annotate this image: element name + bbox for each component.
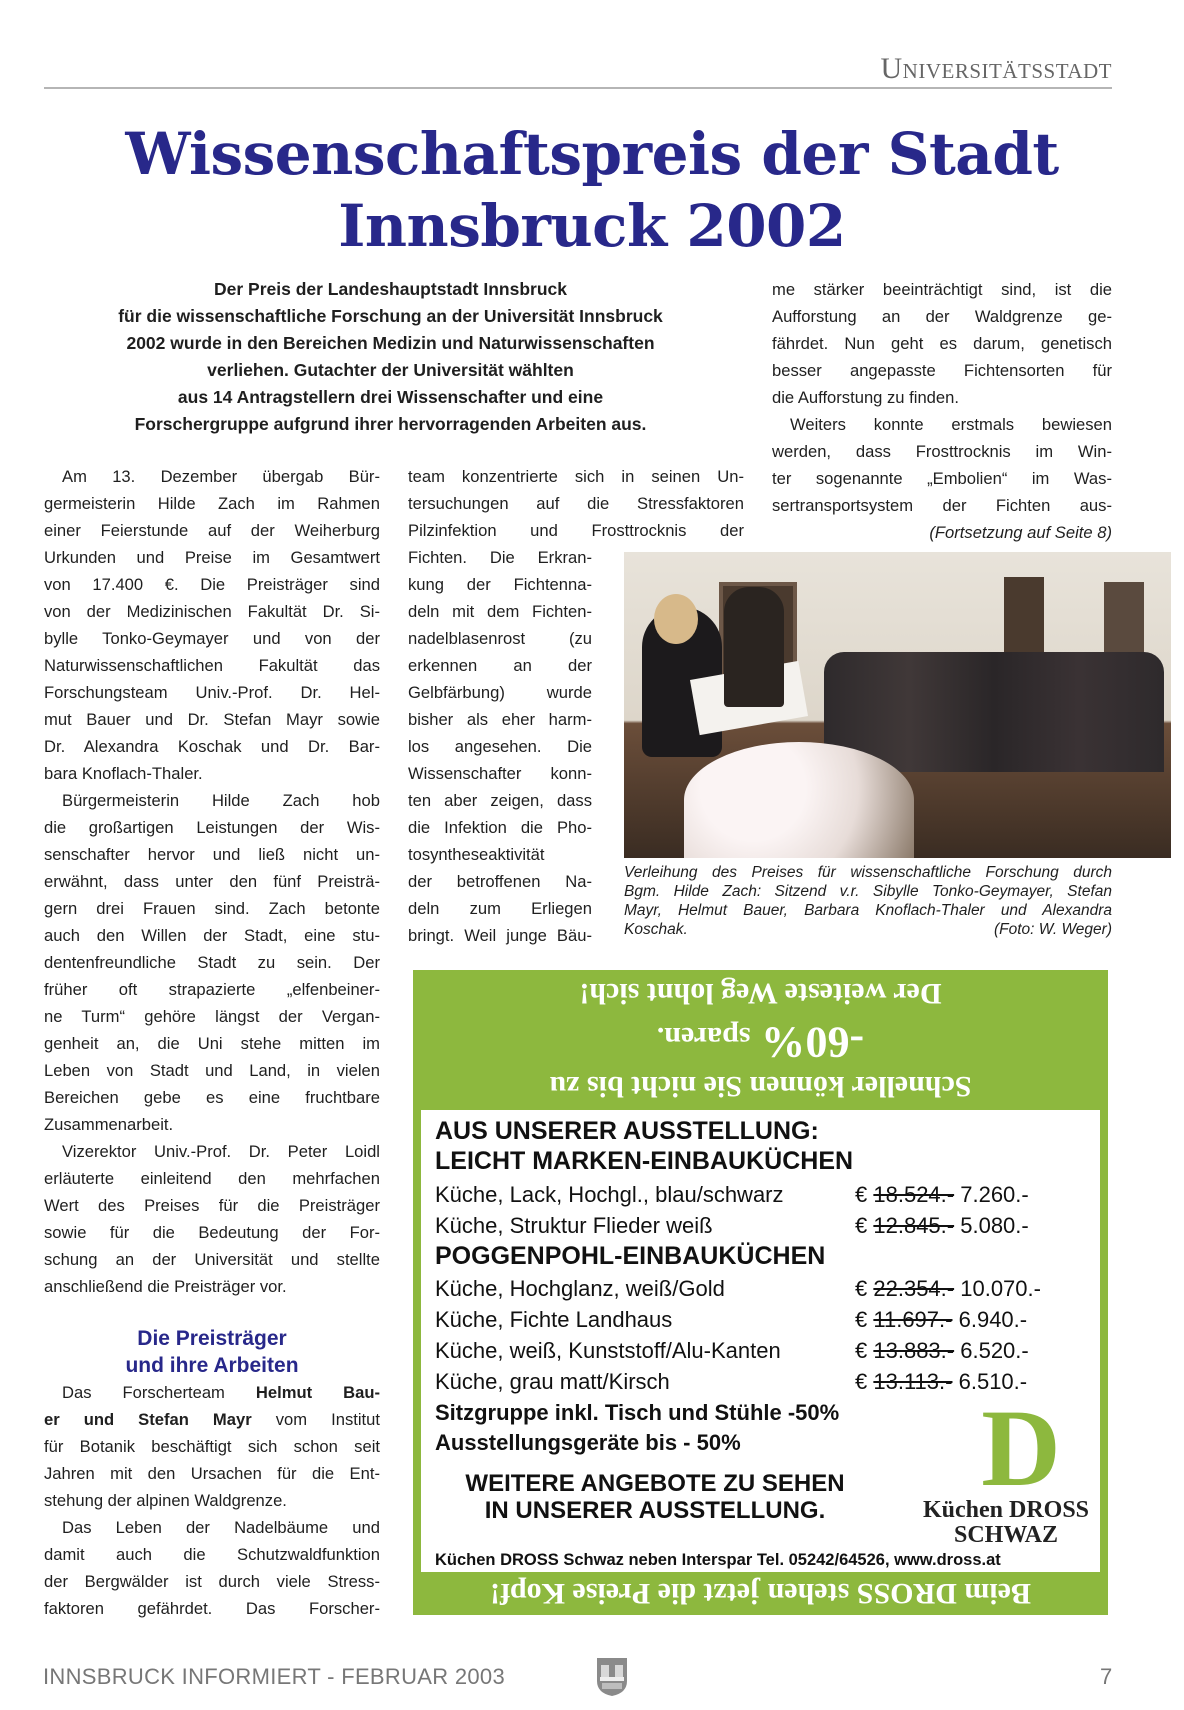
caption-line: Verleihung des Preises für wissenschaftliche Forschung durch	[624, 864, 1112, 881]
ad-slogan-line: sparen.	[656, 1021, 751, 1054]
text-line: dentenfreundliche Stadt zu sein. Der	[44, 953, 380, 972]
text-line: Jahren mit den Ursachen für die Ent-	[44, 1464, 380, 1483]
logo-line: Küchen DROSS	[922, 1497, 1090, 1523]
old-price: 12.845.-	[873, 1213, 955, 1238]
article-intro	[43, 276, 738, 438]
window	[1104, 582, 1144, 662]
old-price: 13.883.-	[873, 1338, 955, 1363]
text-line	[44, 1379, 380, 1406]
speaker-head	[654, 594, 698, 644]
text-line: los angesehen. Die	[408, 737, 592, 756]
audience	[824, 652, 1164, 772]
text-line: Dr. Alexandra Koschak und Dr. Bar-	[44, 737, 380, 756]
dross-logo-text	[911, 1498, 1101, 1548]
ad-offer: Ausstellungsgeräte bis - 50%	[435, 1430, 741, 1455]
old-price: 22.354.-	[873, 1276, 955, 1301]
text-line: Pilzinfektion und Frosttrocknis der	[408, 521, 744, 540]
photo-credit: (Foto: W. Weger)	[994, 921, 1112, 938]
subheading	[44, 1325, 380, 1379]
text-line: Leben von Stadt und Land, in vielen	[44, 1061, 380, 1080]
ad-slogan-line: Der weiteste Weg lohnt sich!	[579, 977, 942, 1010]
old-price: 11.697.-	[873, 1307, 953, 1332]
old-price: 13.113.-	[873, 1369, 953, 1394]
new-price: 10.070.-	[960, 1276, 1041, 1301]
text-line: bara Knoflach-Thaler.	[44, 764, 203, 783]
text-line: Bürgermeisterin Hilde Zach hob	[62, 791, 380, 810]
text-line: ne Turm“ gehöre längst der Vergan-	[44, 1007, 380, 1026]
text-line: kung der Fichtenna-	[408, 575, 592, 594]
ad-upside-down-tagline: Beim DROSS stehen jetzt die Preise Kopf!	[489, 1577, 1032, 1610]
text-line: deln mit dem Fichten-	[408, 602, 592, 621]
new-price: 5.080.-	[960, 1213, 1029, 1238]
intro-line: Forschergruppe aufgrund ihrer hervorragenden Arbeiten aus.	[134, 414, 647, 434]
kitchen-name: Küche, Lack, Hochgl., blau/schwarz	[435, 1182, 784, 1207]
text-line: Forschungsteam Univ.-Prof. Dr. Hel-	[44, 683, 380, 702]
text-line: me stärker beeinträchtigt sind, ist die	[772, 280, 1112, 299]
text-line: werden, dass Frosttrocknis im Win-	[772, 442, 1112, 461]
ad-contact: Küchen DROSS Schwaz neben Interspar Tel. 05242/64526, www.dross.at	[435, 1551, 1001, 1569]
text-line: die Aufforstung zu finden.	[772, 388, 959, 407]
kitchen-name: Küche, weiß, Kunststoff/Alu-Kanten	[435, 1338, 781, 1363]
text-line: nadelblasenrost (zu	[408, 629, 592, 648]
price	[855, 1274, 1090, 1304]
ad-more-offers	[435, 1470, 875, 1524]
ad-discount: -60%	[761, 1018, 865, 1067]
text-line: tosyntheseaktivität	[408, 845, 545, 864]
text-line: deln zum Erliegen	[408, 899, 592, 918]
bold-name: er und Stefan Mayr	[44, 1410, 252, 1429]
text-line: sertransportsystem der Fichten aus-	[772, 496, 1112, 515]
text-line: Weiters konnte erstmals bewiesen	[790, 415, 1112, 434]
text-line: Vizerektor Univ.-Prof. Dr. Peter Loidl	[62, 1142, 380, 1161]
new-price: 6.940.-	[958, 1307, 1028, 1332]
price	[855, 1211, 1090, 1241]
intro-line: verliehen. Gutachter der Universität wählten	[207, 360, 574, 380]
dross-logo-letter: D	[981, 1387, 1061, 1509]
text-line: einer Feierstunde auf der Weiherburg	[44, 521, 380, 540]
text-line: fährdet. Nun geht es darum, genetisch	[772, 334, 1112, 353]
text-line: schung an der Universität und stellte	[44, 1250, 380, 1269]
text-segment: vom Institut	[251, 1410, 380, 1429]
text-line: von der Medizinischen Fakultät Dr. Si-	[44, 602, 380, 621]
title-line: Innsbruck 2002	[338, 192, 846, 260]
kitchen-name: Küche, Hochglanz, weiß/Gold	[435, 1276, 725, 1301]
photographer-figure	[724, 587, 784, 707]
window	[1004, 577, 1044, 657]
caption-line: Bgm. Hilde Zach: Sitzend v.r. Sibylle Tonko-Geymayer, Stefan	[624, 883, 1112, 900]
award-ceremony-photo	[624, 552, 1171, 858]
bold-name: Helmut Bau-	[255, 1383, 380, 1402]
text-line: bylle Tonko-Geymayer und von der	[44, 629, 380, 648]
text-line: mut Bauer und Dr. Stefan Mayr sowie	[44, 710, 380, 729]
ad-price-row	[435, 1336, 1090, 1366]
ad-heading: POGGENPOHL-EINBAUKÜCHEN	[435, 1242, 826, 1270]
new-price: 6.510.-	[958, 1369, 1028, 1394]
caption-line: Koschak.	[624, 921, 688, 938]
text-line: der Bergwälder ist durch viele Stress-	[44, 1572, 380, 1591]
text-line: anschließend die Preisträger vor.	[44, 1277, 287, 1296]
currency: €	[855, 1338, 868, 1363]
text-line: bisher als eher harm-	[408, 710, 592, 729]
text-line: für Botanik beschäftigt sich schon seit	[44, 1437, 380, 1456]
intro-line: für die wissenschaftliche Forschung an der Universität Innsbruck	[118, 306, 663, 326]
ad-more-line: WEITERE ANGEBOTE ZU SEHEN	[465, 1470, 845, 1497]
text-line: Wert des Preises für die Preisträger	[44, 1196, 380, 1215]
text-line: erläuterte einleitend den mehrfachen	[44, 1169, 380, 1188]
currency: €	[855, 1369, 868, 1394]
intro-line: 2002 wurde in den Bereichen Medizin und Naturwissenschaften	[126, 333, 655, 353]
title-line: Wissenschaftspreis der Stadt	[125, 120, 1059, 188]
ad-heading: LEICHT MARKEN-EINBAUKÜCHEN	[435, 1147, 854, 1175]
continued-note: (Fortsetzung auf Seite 8)	[929, 523, 1112, 542]
currency: €	[855, 1276, 868, 1301]
text-line: Das Leben der Nadelbäume und	[62, 1518, 380, 1537]
currency: €	[855, 1307, 868, 1332]
text-line: Fichten. Die Erkran-	[408, 548, 592, 567]
text-line: tersuchungen auf die Stressfaktoren	[408, 494, 744, 513]
kitchen-name: Küche, grau matt/Kirsch	[435, 1369, 670, 1394]
ad-price-row	[435, 1180, 1090, 1210]
text-line: genheit an, die Uni stehe mitten im	[44, 1034, 380, 1053]
price	[855, 1305, 1090, 1335]
header-rule	[44, 87, 1112, 89]
column-1	[44, 463, 380, 1622]
photo-caption	[624, 863, 1112, 939]
currency: €	[855, 1182, 868, 1207]
column-3	[772, 276, 1112, 519]
logo-line: SCHWAZ	[953, 1522, 1059, 1548]
text-line: Naturwissenschaftlichen Fakultät das	[44, 656, 380, 675]
text-line: früher oft strapazierte „elfenbeiner-	[44, 980, 380, 999]
text-segment: Das Forscherteam	[62, 1383, 256, 1402]
ad-offer-box	[421, 1110, 1100, 1572]
flower-arrangement	[684, 742, 914, 858]
currency: €	[855, 1213, 868, 1238]
ad-upside-down-slogan	[413, 970, 1108, 1110]
text-line: damit auch die Schutzwaldfunktion	[44, 1545, 380, 1564]
page-number: 7	[1100, 1664, 1113, 1689]
text-line: Bereichen gebe es eine fruchtbare	[44, 1088, 380, 1107]
intro-line: aus 14 Antragstellern drei Wissenschafter und eine	[177, 387, 604, 407]
price	[855, 1180, 1090, 1210]
text-line: team konzentrierte sich in seinen Un-	[408, 467, 744, 486]
intro-line: Der Preis der Landeshauptstadt Innsbruck	[213, 279, 567, 299]
ad-price-row	[435, 1274, 1090, 1304]
text-line: erwähnt, dass unter den fünf Preisträ-	[44, 872, 380, 891]
caption-line: Mayr, Helmut Bauer, Barbara Knoflach-Thaler und Alexandra	[624, 902, 1112, 919]
text-line: Aufforstung an der Waldgrenze ge-	[772, 307, 1112, 326]
text-line	[44, 1406, 380, 1433]
text-line: Am 13. Dezember übergab Bür-	[62, 467, 380, 486]
subheading-line: Die Preisträger	[137, 1327, 287, 1350]
text-line: erkennen an der	[408, 656, 592, 675]
ad-slogan-line: Schneller können Sie nicht bis zu	[549, 1070, 972, 1103]
text-line: germeisterin Hilde Zach im Rahmen	[44, 494, 380, 513]
ad-offer: Sitzgruppe inkl. Tisch und Stühle -50%	[435, 1400, 840, 1425]
new-price: 6.520.-	[960, 1338, 1029, 1363]
text-line: die großartigen Leistungen der Wis-	[44, 818, 380, 837]
section-label: Universitätsstadt	[880, 52, 1112, 85]
text-line: bringt. Weil junge Bäu-	[408, 926, 592, 945]
price	[855, 1336, 1090, 1366]
ad-price-row	[435, 1211, 1090, 1241]
subheading-line: und ihre Arbeiten	[125, 1354, 299, 1377]
text-line: faktoren gefährdet. Das Forscher-	[44, 1599, 380, 1618]
text-line: besser angepasste Fichtensorten für	[772, 361, 1112, 380]
publication-footer: INNSBRUCK INFORMIERT - FEBRUAR 2003	[43, 1664, 505, 1689]
text-line: gern drei Frauen sind. Zach betonte	[44, 899, 380, 918]
text-line: auch den Willen der Stadt, eine stu-	[44, 926, 380, 945]
ad-price-row	[435, 1305, 1090, 1335]
old-price: 18.524.-	[873, 1182, 955, 1207]
text-line: senschafter hervor und ließ nicht un-	[44, 845, 380, 864]
new-price: 7.260.-	[960, 1182, 1029, 1207]
ad-more-line: IN UNSERER AUSSTELLUNG.	[484, 1497, 826, 1524]
text-line: Wissenschafter konn-	[408, 764, 592, 783]
city-crest-icon	[596, 1657, 628, 1697]
text-line: der betroffenen Na-	[408, 872, 592, 891]
text-line: ter sogenannte „Embolien“ im Was-	[772, 469, 1112, 488]
text-line: sowie für die Bedeutung der For-	[44, 1223, 380, 1242]
text-line: die Infektion die Pho-	[408, 818, 592, 837]
text-line: stehung der alpinen Waldgrenze.	[44, 1491, 287, 1510]
article-title	[0, 118, 1184, 262]
text-line: ten aber zeigen, dass	[408, 791, 592, 810]
kitchen-name: Küche, Fichte Landhaus	[435, 1307, 673, 1332]
text-line: Urkunden und Preise im Gesamtwert	[44, 548, 380, 567]
text-line: Gelbfärbung) wurde	[408, 683, 592, 702]
kitchen-name: Küche, Struktur Flieder weiß	[435, 1213, 713, 1238]
text-line: von 17.400 €. Die Preisträger sind	[44, 575, 380, 594]
kitchen-advertisement	[413, 970, 1108, 1615]
ad-heading: AUS UNSERER AUSSTELLUNG:	[435, 1117, 819, 1145]
text-line: Zusammenarbeit.	[44, 1115, 174, 1134]
